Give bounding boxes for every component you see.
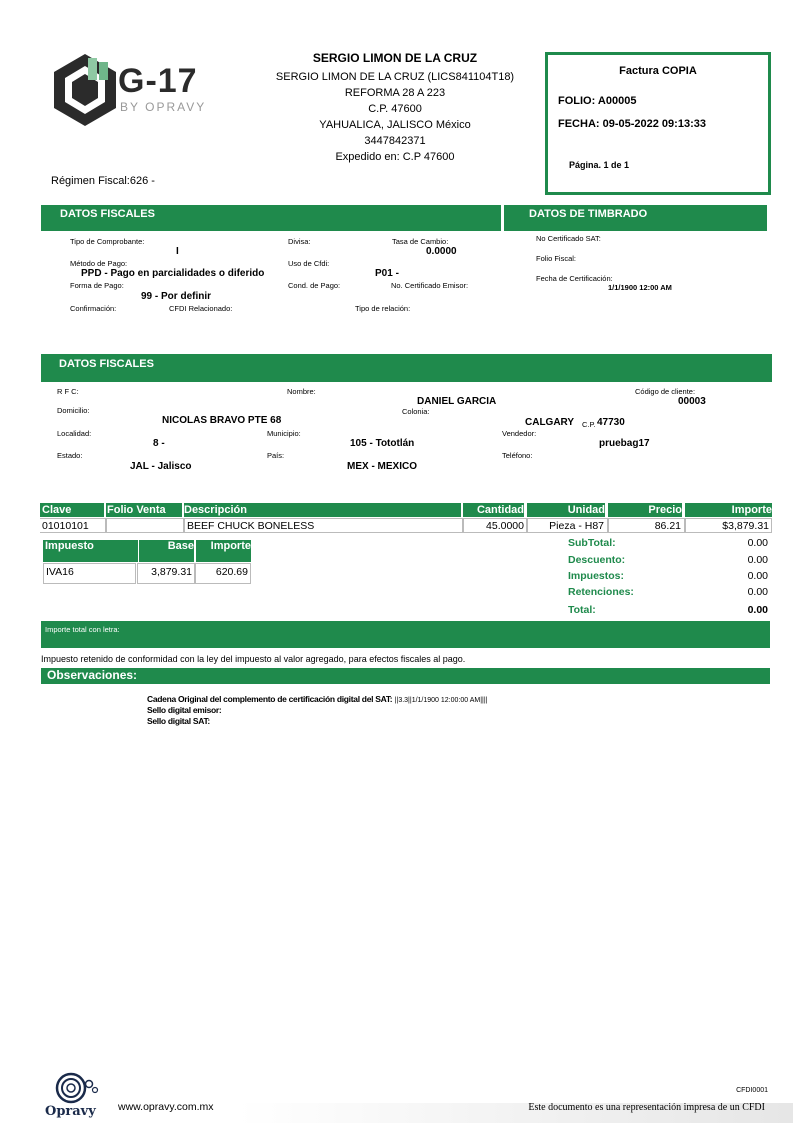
- domicilio-value: NICOLAS BRAVO PTE 68: [162, 415, 282, 426]
- importe-letra-bar: [41, 621, 770, 648]
- cell-folio: [106, 518, 184, 533]
- descuento-value: 0.00: [747, 554, 768, 566]
- invoice-folio: FOLIO: A00005: [558, 95, 637, 107]
- uso-label: Uso de Cfdi:: [288, 259, 330, 268]
- municipio-value: 105 - Tototlán: [350, 438, 415, 449]
- cadena-label: Cadena Original del complemento de certificación digital del SAT:: [147, 694, 393, 704]
- cadena-original: [147, 694, 487, 704]
- tasa-value: 0.0000: [426, 246, 457, 257]
- total-value: 0.00: [747, 604, 768, 616]
- issuer-name-rfc: SERGIO LIMON DE LA CRUZ (LICS841104T18): [275, 71, 515, 83]
- cp-prefix: C.P.: [582, 420, 596, 429]
- subtotal-value: 0.00: [747, 537, 768, 549]
- telefono-label: Teléfono:: [502, 451, 533, 460]
- timbrado-title: DATOS DE TIMBRADO: [529, 208, 648, 220]
- opravy-logo: [45, 1070, 115, 1120]
- forma-label: Forma de Pago:: [70, 281, 124, 290]
- opravy-brand: Opravy: [45, 1104, 96, 1119]
- estado-value: JAL - Jalisco: [130, 461, 192, 472]
- importe-letra-label: Importe total con letra:: [45, 625, 120, 634]
- codigo-value: 00003: [678, 396, 706, 407]
- cert-emisor-label: No. Certificado Emisor:: [391, 281, 469, 290]
- client-data-title: DATOS FISCALES: [59, 358, 154, 370]
- retenciones-label: Retenciones:: [568, 586, 634, 598]
- cond-pago-label: Cond. de Pago:: [288, 281, 341, 290]
- observaciones-bar: [41, 668, 770, 684]
- fecha-cert-label: Fecha de Certificación:: [536, 274, 613, 283]
- col-header-clave: Clave: [40, 503, 104, 517]
- bubbles-icon: [45, 1070, 105, 1106]
- cadena-value: ||3.3||1/1/1900 12:00:00 AM||||: [394, 697, 488, 704]
- logo-text: G-17: [118, 62, 198, 100]
- invoice-page: Página. 1 de 1: [569, 160, 630, 170]
- footer-url[interactable]: www.opravy.com.mx: [118, 1101, 214, 1113]
- vendedor-label: Vendedor:: [502, 429, 537, 438]
- retenido-note: Impuesto retenido de conformidad con la ley del impuesto al valor agregado, para efectos fiscales al pago.: [41, 654, 466, 664]
- col-header-precio: Precio: [608, 503, 682, 517]
- vendedor-value: pruebag17: [599, 438, 650, 449]
- company-logo: [50, 52, 225, 127]
- estado-label: Estado:: [57, 451, 83, 460]
- client-data-bar: [41, 354, 772, 382]
- issuer-expedido: Expedido en: C.P 47600: [335, 151, 455, 163]
- retenciones-value: 0.00: [747, 586, 768, 598]
- localidad-label: Localidad:: [57, 429, 92, 438]
- tipo-relacion-label: Tipo de relación:: [355, 304, 411, 313]
- cell-cantidad: 45.0000: [463, 518, 527, 533]
- issuer-cp: C.P. 47600: [368, 103, 422, 115]
- cert-sat-label: No Certificado SAT:: [536, 234, 601, 243]
- col-header-importe: Importe: [685, 503, 772, 517]
- col-header-cantidad: Cantidad: [463, 503, 524, 517]
- folio-fiscal-label: Folio Fiscal:: [536, 254, 577, 263]
- invoice-date: FECHA: 09-05-2022 09:13:33: [558, 118, 706, 130]
- col-header-unidad: Unidad: [527, 503, 605, 517]
- tax-cell-impuesto: IVA16: [43, 563, 136, 584]
- invoice-info-box: [545, 52, 771, 195]
- sello-emisor-label: Sello digital emisor:: [147, 705, 222, 715]
- issuer-city: YAHUALICA, JALISCO México: [319, 119, 471, 131]
- confirmacion-label: Confirmación:: [70, 304, 117, 313]
- logo-hexagon-icon: [50, 52, 120, 127]
- cell-precio: 86.21: [608, 518, 685, 533]
- observaciones-title: Observaciones:: [47, 668, 138, 682]
- col-header-folio: Folio Venta: [106, 503, 182, 517]
- impuestos-value: 0.00: [747, 570, 768, 582]
- fiscal-data-title: DATOS FISCALES: [60, 208, 155, 220]
- footer-code: CFDI0001: [736, 1087, 768, 1094]
- tipo-comprobante-value: I: [176, 246, 179, 257]
- cell-descripcion: BEEF CHUCK BONELESS: [184, 518, 463, 533]
- tipo-comprobante-label: Tipo de Comprobante:: [70, 237, 145, 246]
- pais-label: País:: [267, 451, 285, 460]
- metodo-value: PPD - Pago en parcialidades o diferido: [81, 268, 265, 279]
- footer-note: Este documento es una representación impresa de un CFDI: [528, 1102, 765, 1113]
- domicilio-label: Domicilio:: [57, 406, 90, 415]
- tax-cell-importe: 620.69: [195, 563, 251, 584]
- invoice-title: Factura COPIA: [619, 65, 697, 77]
- fecha-cert-value: 1/1/1900 12:00 AM: [608, 283, 672, 292]
- nombre-value: DANIEL GARCIA: [417, 396, 497, 407]
- cfdi-relacionado-label: CFDI Relacionado:: [169, 304, 233, 313]
- forma-value: 99 - Por definir: [141, 291, 212, 302]
- cell-clave: 01010101: [40, 518, 106, 533]
- uso-value: P01 -: [375, 268, 399, 279]
- divisa-label: Divisa:: [288, 237, 311, 246]
- cell-unidad: Pieza - H87: [527, 518, 608, 533]
- fiscal-data-bar: [41, 205, 501, 231]
- subtotal-label: SubTotal:: [568, 537, 616, 549]
- tax-col-header-base: Base: [139, 540, 194, 562]
- tax-cell-base: 3,879.31: [137, 563, 195, 584]
- sello-sat-label: Sello digital SAT:: [147, 716, 210, 726]
- pais-value: MEX - MEXICO: [347, 461, 418, 472]
- colonia-value: CALGARY: [525, 417, 575, 428]
- issuer-phone: 3447842371: [364, 135, 426, 147]
- cp-value: 47730: [597, 417, 625, 428]
- colonia-label: Colonia:: [402, 407, 430, 416]
- tax-col-header-impuesto: Impuesto: [43, 540, 138, 562]
- descuento-label: Descuento:: [568, 554, 626, 566]
- logo-subtext: BY OPRAVY: [120, 100, 207, 114]
- cell-importe: $3,879.31: [685, 518, 772, 533]
- regimen-fiscal: Régimen Fiscal:626 -: [51, 175, 155, 187]
- issuer-street: REFORMA 28 A 223: [344, 87, 446, 99]
- impuestos-label: Impuestos:: [568, 570, 625, 582]
- tax-col-header-importe: Importe: [196, 540, 251, 562]
- timbrado-bar: [504, 205, 767, 231]
- tasa-label: Tasa de Cambio:: [392, 237, 449, 246]
- rfc-label: R F C:: [57, 387, 79, 396]
- municipio-label: Municipio:: [267, 429, 301, 438]
- nombre-label: Nombre:: [287, 387, 316, 396]
- codigo-label: Código de cliente:: [635, 387, 696, 396]
- total-label: Total:: [568, 604, 596, 616]
- col-header-descripcion: Descripción: [184, 503, 461, 517]
- metodo-label: Método de Pago:: [70, 259, 128, 268]
- localidad-value: 8 -: [153, 438, 165, 449]
- issuer-name: SERGIO LIMON DE LA CRUZ: [312, 51, 478, 65]
